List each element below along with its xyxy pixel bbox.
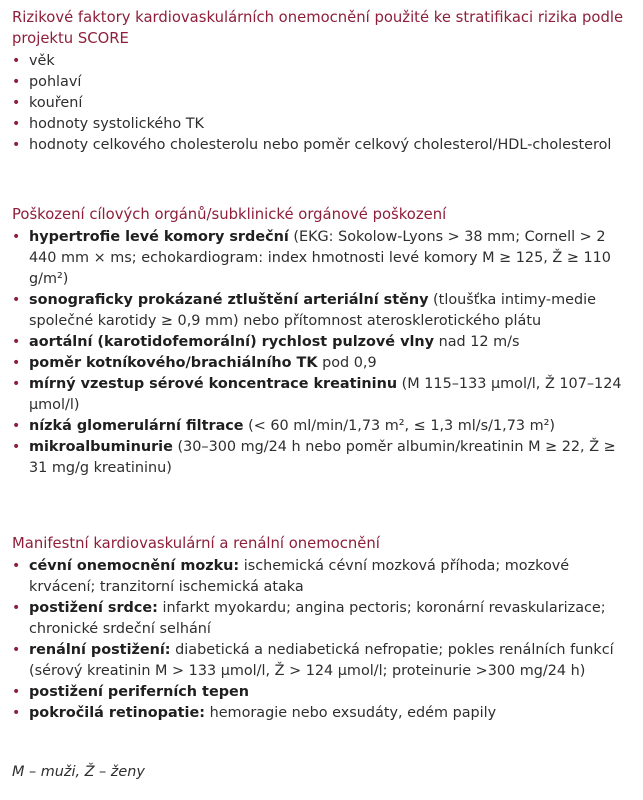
footnote: M – muži, Ž – ženy — [12, 764, 145, 780]
organ-damage-list — [12, 227, 637, 479]
bullet-icon: • — [12, 74, 21, 90]
list-item: • aortální (karotidofemorální) rychlost pulzové vlny nad 12 m/s — [12, 332, 637, 353]
list-item: • pokročilá retinopatie: hemoragie nebo exsudáty, edém papily — [12, 703, 637, 724]
section-manifest-disease — [12, 533, 637, 724]
bullet-icon: • — [12, 95, 21, 111]
bullet-icon: • — [12, 418, 21, 434]
bullet-icon: • — [12, 334, 21, 350]
section-score-risk-factors — [12, 7, 637, 156]
list-item: • věk — [12, 51, 637, 72]
list-item: • cévní onemocnění mozku: ischemická cévní mozková příhoda; mozkové krvácení; tranzitorní ischemická ataka — [12, 558, 570, 595]
list-item: • sonograficky prokázané ztluštění arteriální stěny (tloušťka intimy-medie společné karotidy ≥ 0,9 mm) nebo přítomnost aterosklerotického plátu — [12, 292, 596, 329]
bullet-icon: • — [12, 355, 21, 371]
list-item: • postižení srdce: infarkt myokardu; angina pectoris; koronární revaskularizace; chronické srdeční selhání — [12, 600, 606, 637]
bullet-icon: • — [12, 53, 21, 69]
section-title: Manifestní kardiovaskulární a renální onemocnění — [12, 535, 380, 552]
list-item: • hodnoty systolického TK — [12, 114, 637, 135]
list-item: • mikroalbuminurie (30–300 mg/24 h nebo poměr albumin/kreatinin M ≥ 22, Ž ≥ 31 mg/g kreatininu) — [12, 439, 616, 476]
bullet-icon: • — [12, 439, 21, 455]
bullet-icon: • — [12, 642, 21, 658]
bullet-icon: • — [12, 137, 21, 153]
bullet-icon: • — [12, 229, 21, 245]
list-item: • pohlaví — [12, 72, 637, 93]
manifest-disease-list — [12, 556, 637, 724]
list-item: • nízká glomerulární filtrace (< 60 ml/min/1,73 m², ≤ 1,3 ml/s/1,73 m²) — [12, 416, 637, 437]
section-title: Rizikové faktory kardiovaskulárních onemocnění použité ke stratifikaci rizika podle projektu SCORE — [12, 9, 624, 47]
bullet-icon: • — [12, 705, 21, 721]
list-item: • poměr kotníkového/brachiálního TK pod 0,9 — [12, 353, 637, 374]
bullet-icon: • — [12, 600, 21, 616]
section-target-organ-damage — [12, 204, 637, 479]
list-item: • mírný vzestup sérové koncentrace kreatininu (M 115–133 μmol/l, Ž 107–124 μmol/l) — [12, 376, 622, 413]
bullet-icon: • — [12, 558, 21, 574]
list-item: • renální postižení: diabetická a nediabetická nefropatie; pokles renálních funkcí (sérový kreatinin M > 133 μmol/l, Ž > 124 μmol/l; proteinurie >300 mg/24 h) — [12, 642, 614, 679]
section-title: Poškození cílových orgánů/subklinické orgánové poškození — [12, 206, 447, 223]
list-item: • kouření — [12, 93, 637, 114]
list-item: • postižení periferních tepen — [12, 682, 637, 703]
risk-factor-list — [12, 51, 637, 156]
bullet-icon: • — [12, 376, 21, 392]
bullet-icon: • — [12, 684, 21, 700]
list-item: • hypertrofie levé komory srdeční (EKG: Sokolow-Lyons > 38 mm; Cornell > 2 440 mm × ms; echokardiogram: index hmotnosti levé komory M ≥ 125, Ž ≥ 110 g/m²) — [12, 229, 611, 287]
list-item: • hodnoty celkového cholesterolu nebo poměr celkový cholesterol/HDL-cholesterol — [12, 135, 637, 156]
bullet-icon: • — [12, 292, 21, 308]
bullet-icon: • — [12, 116, 21, 132]
